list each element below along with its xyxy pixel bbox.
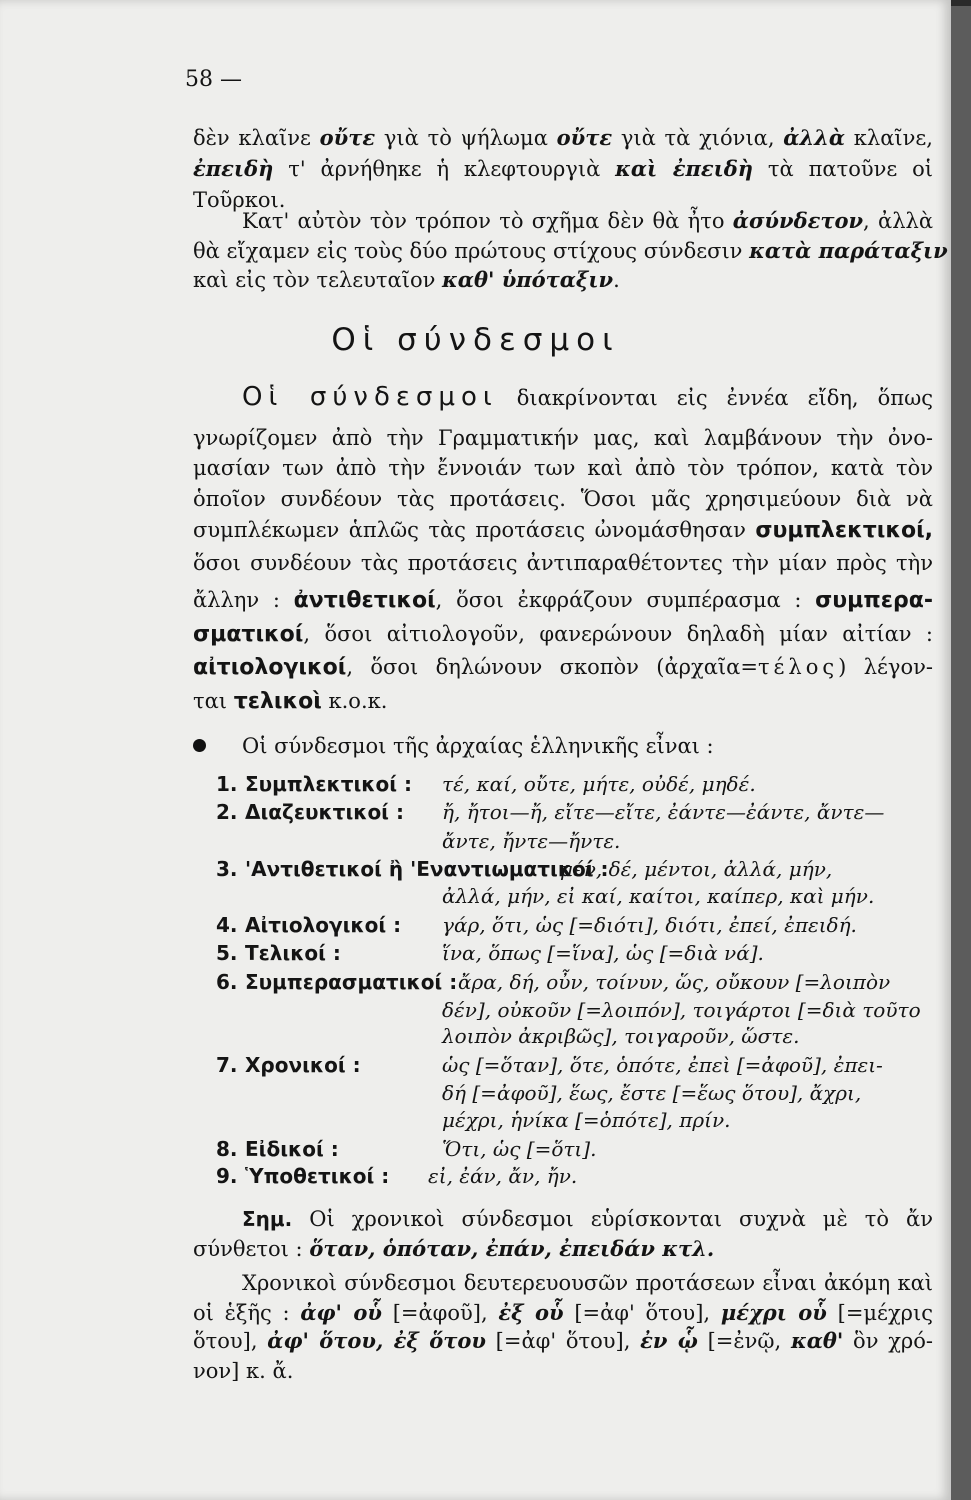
para-line-3: μασίαν των ἀπὸ τὴν ἔννοιάν των καὶ ἀπὸ τὸν τρόπον, κατὰ τὸν bbox=[193, 456, 933, 480]
list-term: 'Αντιθετικοί ἢ 'Εναντιωματικοί : bbox=[245, 857, 609, 881]
list-term: Χρονικοί : bbox=[245, 1053, 361, 1077]
para-line-10: ται τελικοὶ κ.ο.κ. bbox=[193, 689, 388, 714]
intro-line-2: ἐπειδὴ τ' ἀρνήθηκε ἡ κλεφτουργιὰ καὶ ἐπειδὴ τὰ πατοῦνε οἱ bbox=[193, 156, 934, 181]
bullet-text: Οἱ σύνδεσμοι τῆς ἀρχαίας ἑλληνικῆς εἶναι : bbox=[242, 734, 714, 758]
page-number: 58 — bbox=[185, 67, 242, 92]
list-def: ἀλλά, μήν, εἰ καί, καίτοι, καίπερ, καὶ μήν. bbox=[442, 884, 875, 908]
list-def: δή [=ἀφοῦ], ἕως, ἔστε [=ἕως ὅτου], ἄχρι, bbox=[442, 1081, 862, 1105]
note-label: Σημ. bbox=[242, 1207, 293, 1231]
note-line-2: σύνθετοι : ὅταν, ὁπόταν, ἐπάν, ἐπειδάν κτλ. bbox=[193, 1236, 715, 1261]
para-line-1: Οἱ σύνδεσμοι διακρίνονται εἰς ἐννέα εἴδη, ὅπως bbox=[242, 382, 933, 412]
list-def: λοιπὸν ἀκριβῶς], τοιγαροῦν, ὥστε. bbox=[442, 1024, 800, 1048]
list-num: 6. bbox=[216, 970, 238, 994]
list-def: ἵνα, ὅπως [=ἵνα], ὡς [=διὰ νά]. bbox=[442, 941, 764, 965]
list-num: 5. bbox=[216, 941, 238, 965]
list-term: Τελικοί : bbox=[245, 941, 341, 965]
bullet-icon bbox=[193, 739, 206, 752]
para-line-8: σματικοί, ὅσοι αἰτιολογοῦν, φανερώνουν δηλαδὴ μίαν αἰτίαν : bbox=[193, 622, 933, 647]
list-def: ἄρα, δή, οὖν, τοίνυν, ὥς, οὔκουν [=λοιπὸν bbox=[458, 970, 891, 994]
list-def: γάρ, ὅτι, ὡς [=διότι], διότι, ἐπεί, ἐπειδή. bbox=[442, 913, 857, 937]
list-def: ἄντε, ἤντε—ἤντε. bbox=[442, 829, 621, 853]
list-def: Ὅτι, ὡς [=ὅτι]. bbox=[442, 1137, 597, 1161]
para-line-7: ἄλλην : ἀντιθετικοί, ὅσοι ἐκφράζουν συμπέρασμα : συμπερα- bbox=[193, 588, 933, 613]
note-line-1: Σημ. Οἱ χρονικοὶ σύνδεσμοι εὑρίσκονται συχνὰ μὲ τὸ ἄν bbox=[242, 1207, 933, 1231]
intro-line-6: καὶ εἰς τὸν τελευταῖον καθ' ὑπόταξιν. bbox=[193, 267, 620, 292]
list-term: Ὑποθετικοί : bbox=[245, 1164, 390, 1188]
section-heading: Οἱ σύνδεσμοι bbox=[331, 322, 620, 358]
list-term: Διαζευκτικοί : bbox=[245, 800, 404, 824]
list-num: 3. bbox=[216, 857, 238, 881]
final-line-3: ὅτου], ἀφ' ὅτου, ἐξ ὅτου [=ἀφ' ὅτου], ἐν ᾧ [=ἐνῷ, καθ' ὃν χρό- bbox=[193, 1328, 934, 1353]
para-line-6: ὅσοι συνδέουν τὰς προτάσεις ἀντιπαραθέτοντες τὴν μίαν πρὸς τὴν bbox=[193, 551, 933, 575]
intro-line-3: Τοῦρκοι. bbox=[193, 188, 286, 212]
list-num: 7. bbox=[216, 1053, 238, 1077]
para-line-5: συμπλέκωμεν ἁπλῶς τὰς προτάσεις ὠνομάσθησαν συμπλεκτικοί, bbox=[193, 518, 933, 543]
list-num: 2. bbox=[216, 800, 238, 824]
list-def: ἤ, ἤτοι—ἤ, εἴτε—εἴτε, ἐάντε—ἐάντε, ἄντε— bbox=[442, 800, 885, 824]
intro-line-4: Κατ' αὐτὸν τὸν τρόπον τὸ σχῆμα δὲν θὰ ἦτο ἀσύνδετον, ἀλλὰ bbox=[242, 208, 933, 233]
list-def: δέν], οὐκοῦν [=λοιπόν], τοιγάρτοι [=διὰ τοῦτο bbox=[442, 998, 921, 1022]
list-def: ὡς [=ὅταν], ὅτε, ὁπότε, ἐπεὶ [=ἀφοῦ], ἐπει- bbox=[442, 1053, 883, 1077]
intro-line-5: θὰ εἴχαμεν εἰς τοὺς δύο πρώτους στίχους σύνδεσιν κατὰ παράταξιν bbox=[193, 238, 948, 263]
final-line-2: οἱ ἑξῆς : ἀφ' οὗ [=ἀφοῦ], ἐξ οὗ [=ἀφ' ὅτου], μέχρι οὗ [=μέχρις bbox=[193, 1300, 934, 1325]
list-num: 9. bbox=[216, 1164, 238, 1188]
para-line-9: αἰτιολογικοί, ὅσοι δηλώνουν σκοπὸν (ἀρχαῖα=τέλος) λέγον- bbox=[193, 655, 933, 680]
list-term: Συμπερασματικοί : bbox=[245, 970, 458, 994]
list-term: Συμπλεκτικοί : bbox=[245, 772, 412, 796]
list-num: 4. bbox=[216, 913, 238, 937]
list-def: τέ, καί, οὔτε, μήτε, οὐδέ, μηδέ. bbox=[442, 772, 756, 796]
list-def: μέχρι, ἡνίκα [=ὁπότε], πρίν. bbox=[442, 1108, 731, 1132]
list-num: 8. bbox=[216, 1137, 238, 1161]
list-term: Εἰδικοί : bbox=[245, 1137, 339, 1161]
para-line-4: ὁποῖον συνδέουν τὰς προτάσεις. Ὅσοι μᾶς χρησιμεύουν διὰ νὰ bbox=[193, 487, 933, 511]
list-def: μέν, δέ, μέντοι, ἀλλά, μήν, bbox=[560, 857, 833, 881]
para-line-2: γνωρίζομεν ἀπὸ τὴν Γραμματικήν μας, καὶ λαμβάνουν τὴν ὀνο- bbox=[193, 426, 933, 450]
list-def: εἰ, ἐάν, ἄν, ἤν. bbox=[428, 1164, 578, 1188]
final-line-1: Χρονικοὶ σύνδεσμοι δευτερευουσῶν προτάσεων εἶναι ἀκόμη καὶ bbox=[242, 1271, 933, 1295]
final-line-4: νον] κ. ἄ. bbox=[193, 1359, 294, 1383]
list-term: Αἰτιολογικοί : bbox=[245, 913, 402, 937]
list-num: 1. bbox=[216, 772, 238, 796]
intro-line-1: δὲν κλαῖνε οὔτε γιὰ τὸ ψήλωμα οὔτε γιὰ τὰ χιόνια, ἀλλὰ κλαῖνε, bbox=[193, 125, 933, 150]
